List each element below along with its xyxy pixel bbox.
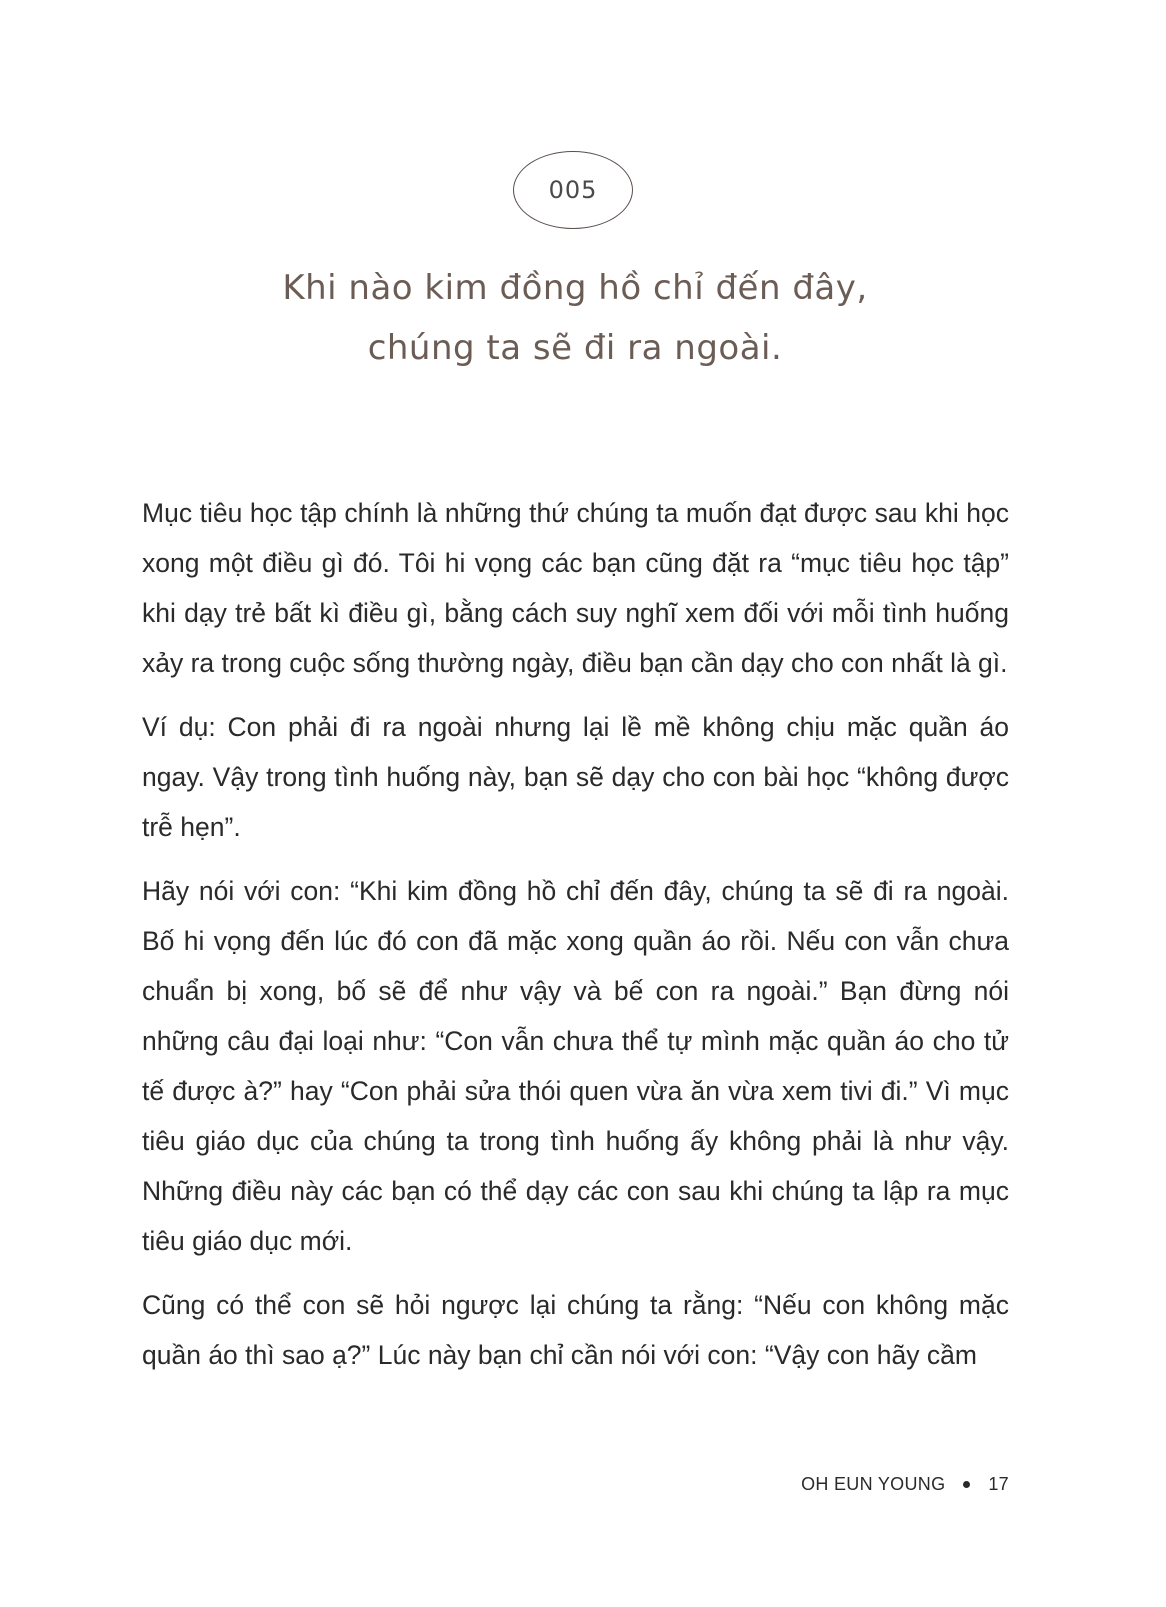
paragraph-3: Hãy nói với con: “Khi kim đồng hồ chỉ đến đây, chúng ta sẽ đi ra ngoài. Bố hi vọng đến lúc đó con đã mặc xong quần áo rồi. Nếu con vẫn chưa chuẩn bị xong, bố sẽ để như vậy và bế con ra ngoài.” Bạn đừng nói những câu đại loại như: “Con vẫn chưa thể tự mình mặc quần áo cho tử tế được à?” hay “Con phải sửa thói quen vừa ăn vừa xem tivi đi.” Vì mục tiêu giáo dục của chúng ta trong tình huống ấy không phải là như vậy. Những điều này các bạn có thể dạy các con sau khi chúng ta lập ra mục tiêu giáo dục mới. — [142, 876, 1009, 1256]
paragraph-1: Mục tiêu học tập chính là những thứ chúng ta muốn đạt được sau khi học xong một điều gì đó. Tôi hi vọng các bạn cũng đặt ra “mục tiêu học tập” khi dạy trẻ bất kì điều gì, bằng cách suy nghĩ xem đối với mỗi tình huống xảy ra trong cuộc sống thường ngày, điều bạn cần dạy cho con nhất là gì. — [142, 498, 1009, 678]
chapter-title — [140, 258, 1010, 378]
page-footer — [801, 1474, 1009, 1495]
chapter-title-line-1: Khi nào kim đồng hồ chỉ đến đây, — [282, 268, 868, 308]
footer-author: OH EUN YOUNG — [801, 1474, 946, 1494]
chapter-number: 005 — [548, 176, 598, 204]
bullet-separator-icon — [963, 1481, 970, 1488]
body-text — [142, 488, 1009, 1394]
paragraph-2: Ví dụ: Con phải đi ra ngoài nhưng lại lề mề không chịu mặc quần áo ngay. Vậy trong tình huống này, bạn sẽ dạy cho con bài học “không được trễ hẹn”. — [142, 712, 1009, 842]
page-number: 17 — [988, 1474, 1009, 1494]
chapter-number-badge — [513, 151, 633, 229]
paragraph-4: Cũng có thể con sẽ hỏi ngược lại chúng ta rằng: “Nếu con không mặc quần áo thì sao ạ?” Lúc này bạn chỉ cần nói với con: “Vậy con hãy cầm — [142, 1290, 1009, 1370]
chapter-title-line-2: chúng ta sẽ đi ra ngoài. — [367, 328, 783, 368]
